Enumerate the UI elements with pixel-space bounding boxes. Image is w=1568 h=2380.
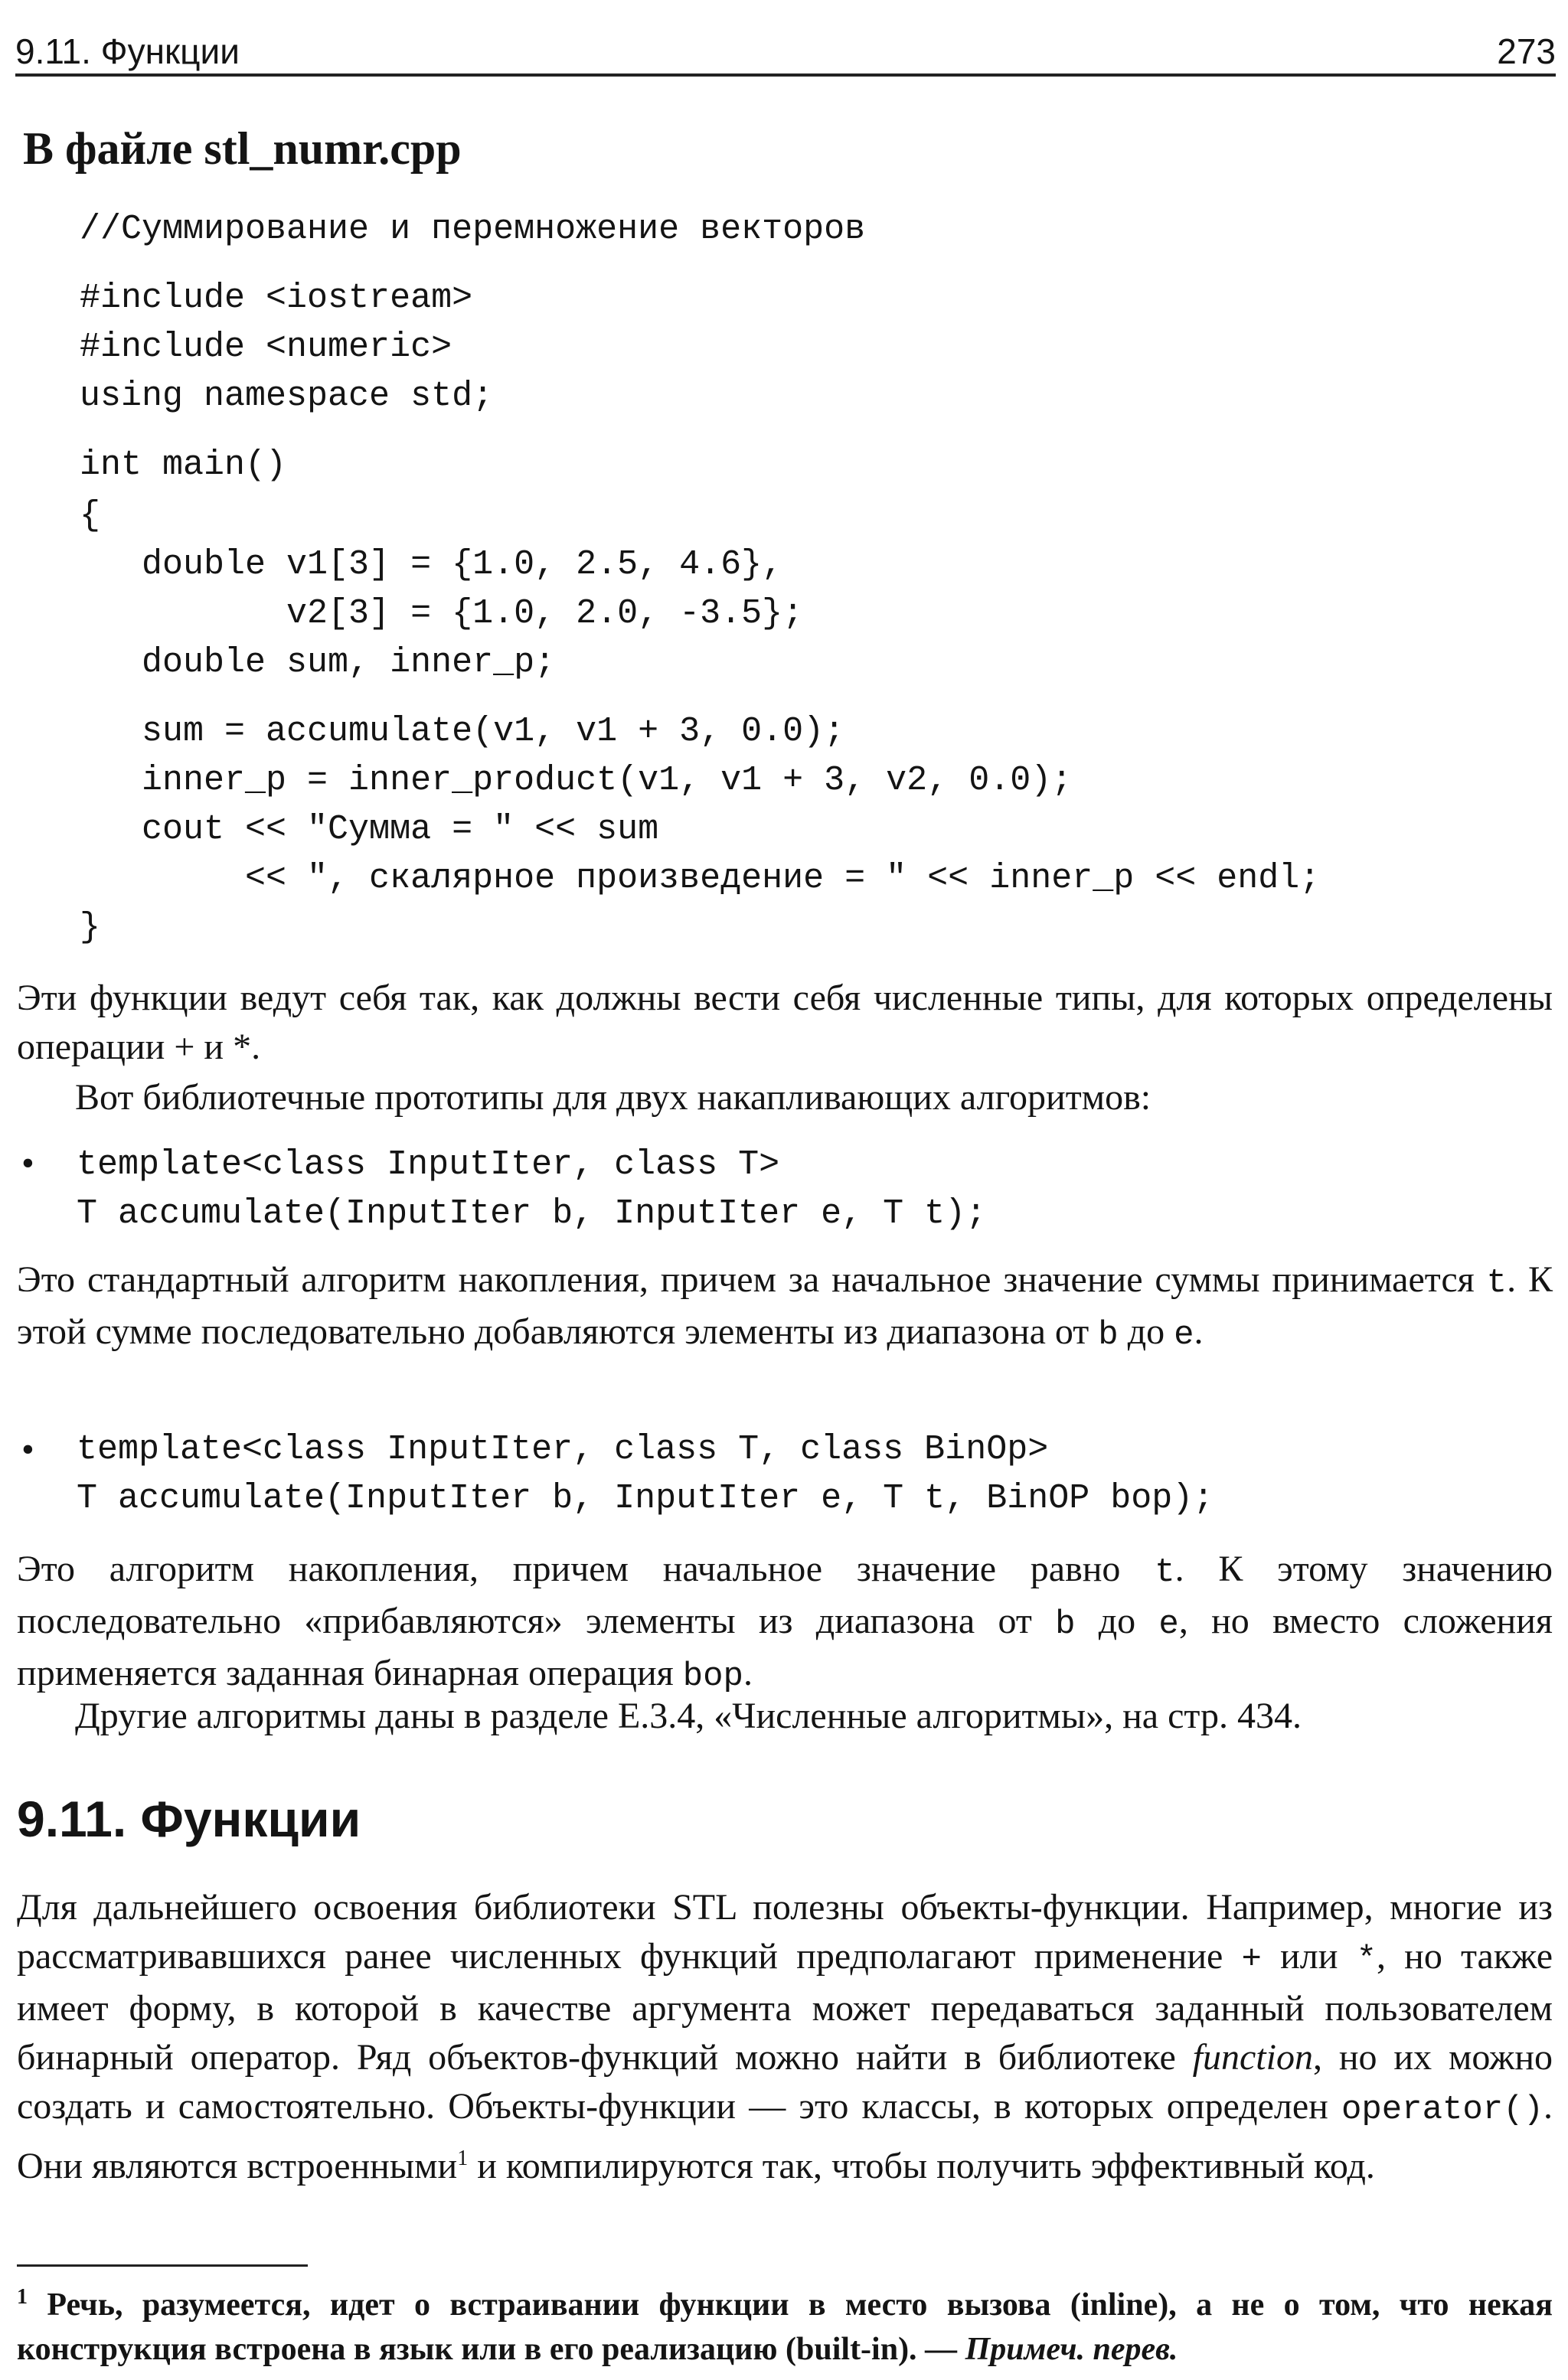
- prototype-line: T accumulate(InputIter b, InputIter e, T t, BinOP bop);: [77, 1479, 1214, 1518]
- code-line: using namespace std;: [80, 377, 494, 416]
- code-line: #include <iostream>: [80, 279, 473, 318]
- text-run: . К этой сумме последовательно добавляются элементы из диапазона от: [17, 1259, 1553, 1352]
- inline-code: bop: [682, 1657, 743, 1696]
- paragraph-text: Вот библиотечные прототипы для двух накапливающих алгоритмов:: [75, 1077, 1152, 1118]
- inline-code: operator(): [1341, 2091, 1544, 2129]
- bullet: •: [21, 1143, 34, 1183]
- code-line: sum = accumulate(v1, v1 + 3, 0.0);: [80, 712, 845, 751]
- section-title: 9.11. Функции: [17, 1791, 361, 1847]
- paragraph: [17, 1255, 1553, 1360]
- prototype-line: template<class InputIter, class T>: [77, 1145, 780, 1184]
- footnote-mark: 1: [17, 2285, 28, 2309]
- footnote: [17, 2275, 1553, 2372]
- text-run: , но также имеет форму, в которой в качестве аргумента может передаваться заданный пользователем бинарный оператор. Ряд объектов-функций можно найти в библиотеке: [17, 1936, 1553, 2078]
- code-line: inner_p = inner_product(v1, v1 + 3, v2, 0.0);: [80, 761, 1073, 800]
- paragraph-text: Эти функции ведут себя так, как должны вести себя численные типы, для которых определены операции + и *.: [17, 978, 1553, 1067]
- file-heading: В файле stl_numr.cpp: [23, 123, 462, 174]
- text-run: , но их можно создать и самостоятельно. Объекты-функции — это классы, в которых определен: [17, 2037, 1553, 2127]
- inline-code: *: [1356, 1941, 1377, 1979]
- text-run: Для дальнейшего освоения библиотеки STL полезны объекты-функции. Например, многие из рассматривавшихся ранее численных функций предполагают применение: [17, 1887, 1553, 1977]
- inline-code: +: [1241, 1941, 1262, 1979]
- text-run: . К этому значению последовательно «прибавляются» элементы из диапазона от: [17, 1549, 1553, 1641]
- text-run: или: [1261, 1936, 1357, 1977]
- footnote-ref: 1: [457, 2147, 469, 2170]
- inline-code: e: [1174, 1316, 1194, 1354]
- paragraph: [17, 1545, 1553, 1701]
- code-line: cout << "Сумма = " << sum: [80, 810, 659, 849]
- code-line: int main(): [80, 446, 287, 485]
- inline-code: b: [1055, 1605, 1076, 1644]
- paragraph: [17, 1692, 1553, 1741]
- text-run: , но вместо сложения применяется заданная бинарная операция: [17, 1601, 1553, 1693]
- prototype-line: template<class InputIter, class T, class BinOp>: [77, 1430, 1049, 1469]
- text-run: .: [743, 1653, 753, 1693]
- emphasis: function: [1192, 2037, 1313, 2078]
- code-line: double sum, inner_p;: [80, 643, 556, 682]
- text-run: .: [1194, 1311, 1204, 1352]
- paragraph: [17, 1883, 1553, 2191]
- page-number: 273: [1497, 31, 1556, 71]
- code-line: //Суммирование и перемножение векторов: [80, 210, 866, 249]
- inline-code: t: [1486, 1264, 1508, 1302]
- code-line: << ", скалярное произведение = " << inner_p << endl;: [80, 859, 1321, 898]
- text-run: до: [1118, 1311, 1174, 1352]
- footnote-rule: [17, 2264, 308, 2267]
- code-line: }: [80, 908, 101, 947]
- paragraph: [17, 1073, 1553, 1122]
- text-run: и компилируются так, чтобы получить эффективный код.: [468, 2146, 1375, 2186]
- code-line: #include <numeric>: [80, 328, 452, 367]
- inline-code: t: [1155, 1553, 1175, 1592]
- code-line: double v1[3] = {1.0, 2.5, 4.6},: [80, 545, 783, 584]
- code-line: {: [80, 496, 101, 535]
- paragraph: [17, 974, 1553, 1072]
- running-head: [15, 31, 1556, 77]
- paragraph-text: Другие алгоритмы даны в разделе E.3.4, «Численные алгоритмы», на стр. 434.: [75, 1696, 1302, 1736]
- bullet: •: [21, 1429, 34, 1470]
- emphasis: Примеч. перев.: [965, 2332, 1178, 2367]
- text-run: Это стандартный алгоритм накопления, причем за начальное значение суммы принимается: [17, 1259, 1487, 1300]
- inline-code: e: [1158, 1605, 1179, 1644]
- running-head-chapter: 9.11. Функции: [15, 31, 240, 71]
- code-line: v2[3] = {1.0, 2.0, -3.5};: [80, 594, 804, 633]
- text-run: . Они являются встроенными: [17, 2086, 1553, 2186]
- prototype-line: T accumulate(InputIter b, InputIter e, T t);: [77, 1194, 987, 1233]
- text-run: до: [1075, 1601, 1159, 1641]
- inline-code: b: [1098, 1316, 1119, 1354]
- text-run: Это алгоритм накопления, причем начальное значение равно: [17, 1549, 1155, 1589]
- text-run: Речь, разумеется, идет о встраивании функции в место вызова (inline), а не о том, что некая конструкция встроена в язык или в его реализацию (built-in). —: [17, 2287, 1553, 2367]
